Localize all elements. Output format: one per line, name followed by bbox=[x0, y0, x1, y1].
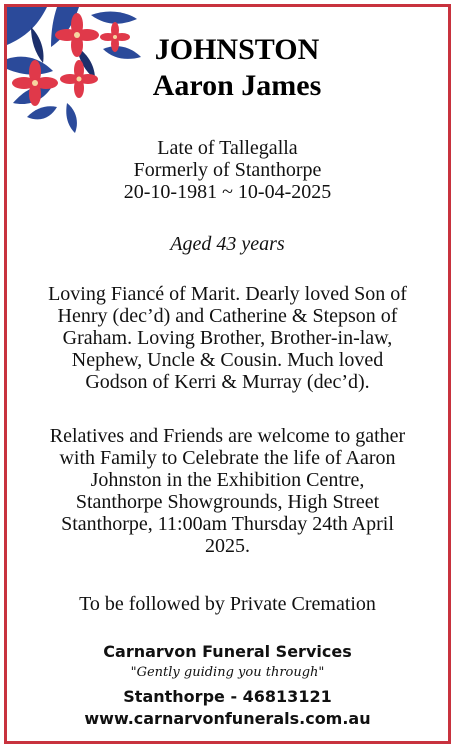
family-line: Henry (dec’d) and Catherine & Stepson of bbox=[57, 305, 398, 327]
funeral-director-tagline: "Gently guiding you through" bbox=[130, 665, 325, 680]
funeral-director-phone: Stanthorpe - 46813121 bbox=[123, 687, 332, 706]
family-line: Loving Fiancé of Marit. Dearly loved Son of bbox=[48, 283, 407, 305]
service-line: with Family to Celebrate the life of Aaron bbox=[59, 447, 396, 469]
service-line: Stanthorpe Showgrounds, High Street bbox=[75, 491, 380, 513]
formerly-of-line: Formerly of Stanthorpe bbox=[133, 159, 322, 181]
funeral-director-website[interactable]: www.carnarvonfunerals.com.au bbox=[84, 709, 371, 728]
cremation-line: To be followed by Private Cremation bbox=[79, 593, 376, 615]
notice-frame bbox=[4, 4, 451, 744]
service-line: Relatives and Friends are welcome to gather bbox=[49, 425, 406, 447]
service-paragraph bbox=[15, 425, 440, 557]
service-line: 2025. bbox=[205, 535, 250, 557]
funeral-director-name: Carnarvon Funeral Services bbox=[103, 642, 352, 661]
residence-block bbox=[15, 137, 440, 203]
service-line: Stanthorpe, 11:00am Thursday 24th April bbox=[61, 513, 394, 535]
late-of-line: Late of Tallegalla bbox=[157, 137, 298, 159]
family-line: Godson of Kerri & Murray (dec’d). bbox=[85, 371, 370, 393]
given-names-heading: Aaron James bbox=[152, 69, 322, 102]
family-line: Graham. Loving Brother, Brother-in-law, bbox=[62, 327, 393, 349]
aged-line: Aged 43 years bbox=[170, 233, 285, 255]
dates-line: 20-10-1981 ~ 10-04-2025 bbox=[123, 181, 332, 203]
family-line: Nephew, Uncle & Cousin. Much loved bbox=[71, 349, 384, 371]
family-paragraph bbox=[15, 283, 440, 393]
surname-heading: JOHNSTON bbox=[154, 33, 320, 66]
service-line: Johnston in the Exhibition Centre, bbox=[90, 469, 365, 491]
